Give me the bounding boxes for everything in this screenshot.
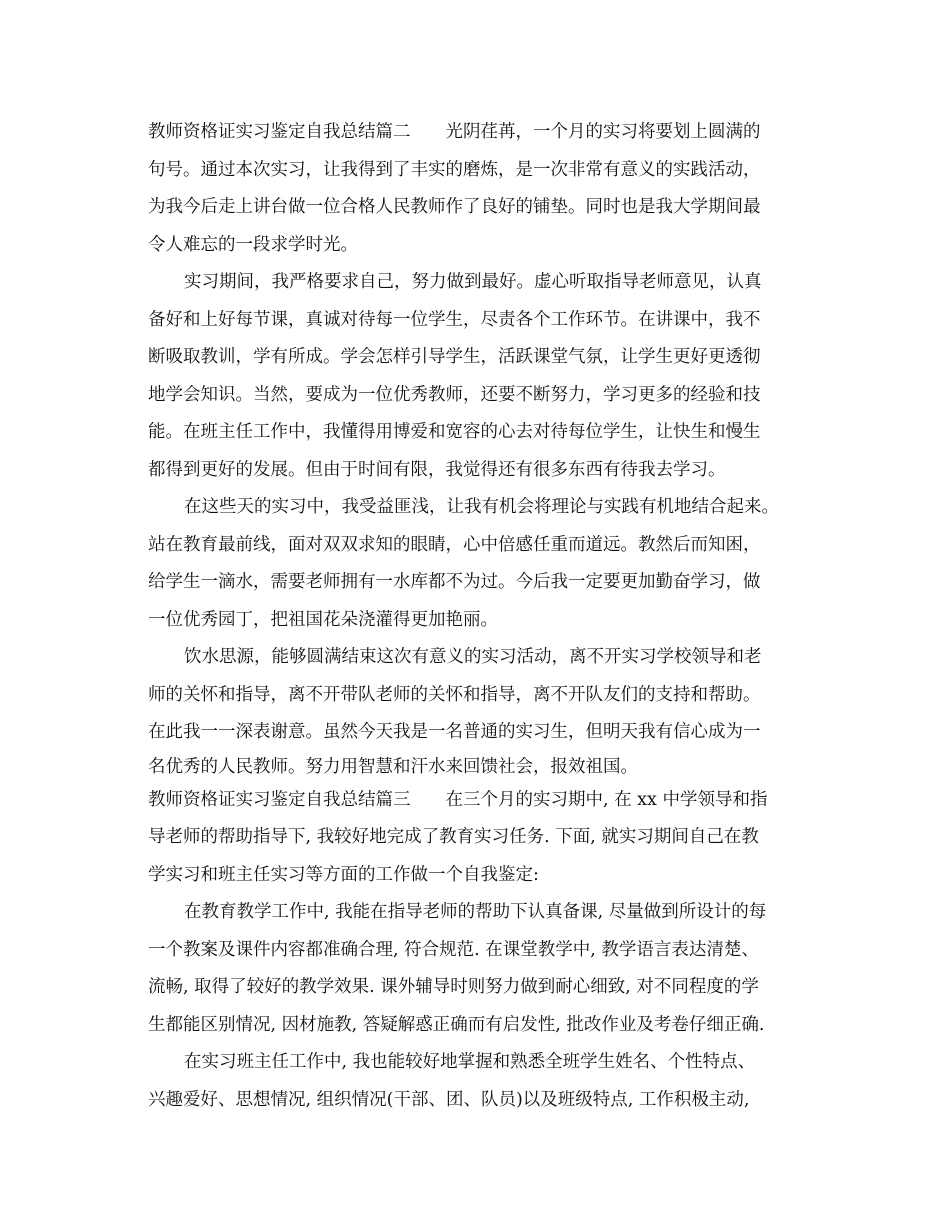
text-line: 为我今后走上讲台做一位合格人民教师作了良好的铺垫。同时也是我大学期间最	[148, 197, 761, 217]
text-line: 教师资格证实习鉴定自我总结篇二 光阴荏苒，一个月的实习将要划上圆满的	[148, 122, 761, 142]
document-body	[148, 114, 808, 1119]
text-line: 学实习和班主任实习等方面的工作做一个自我鉴定:	[148, 864, 539, 885]
text-line: 给学生一滴水，需要老师拥有一水库都不为过。今后我一定要更加勤奋学习，做	[148, 572, 761, 592]
text-line: 令人难忘的一段求学时光。	[148, 234, 358, 255]
text-line: 在实习班主任工作中, 我也能较好地掌握和熟悉全班学生姓名、个性特点、	[184, 1052, 756, 1072]
text-line: 在此我一一深表谢意。虽然今天我是一名普通的实习生，但明天我有信心成为一	[148, 722, 761, 742]
text-line: 导老师的帮助指导下, 我较好地完成了教育实习任务. 下面, 就实习期间自己在教	[148, 827, 759, 847]
text-line: 都得到更好的发展。但由于时间有限，我觉得还有很多东西有待我去学习。	[148, 459, 726, 480]
text-line: 在教育教学工作中, 我能在指导老师的帮助下认真备课, 尽量做到所设计的每	[184, 902, 767, 922]
text-line: 兴趣爱好、思想情况, 组织情况(干部、团、队员)以及班级特点, 工作积极主动,	[148, 1089, 750, 1110]
text-line: 断吸取教训，学有所成。学会怎样引导学生，活跃课堂气氛，让学生更好更透彻	[148, 347, 761, 367]
text-line: 一个教案及课件内容都准确合理, 符合规范. 在课堂教学中, 教学语言表达清楚、	[148, 939, 759, 960]
text-line: 地学会知识。当然，要成为一位优秀教师，还要不断努力，学习更多的经验和技	[148, 384, 761, 405]
text-line: 教师资格证实习鉴定自我总结篇三 在三个月的实习期中, 在 xx 中学领导和指	[148, 789, 768, 810]
text-line: 句号。通过本次实习，让我得到了丰实的磨炼，是一次非常有意义的实践活动，	[148, 159, 761, 180]
text-line: 在这些天的实习中，我受益匪浅，让我有机会将理论与实践有机地结合起来。	[184, 497, 779, 517]
text-line: 生都能区别情况, 因材施教, 答疑解惑正确而有启发性, 批改作业及考卷仔细正确.	[148, 1014, 765, 1035]
text-line: 实习期间，我严格要求自己，努力做到最好。虚心听取指导老师意见，认真	[184, 272, 762, 292]
text-line: 流畅, 取得了较好的教学效果. 课外辅导时则努力做到耐心细致, 对不同程度的学	[148, 977, 759, 997]
text-line: 站在教育最前线，面对双双求知的眼睛，心中倍感任重而道远。教然后而知困，	[148, 534, 761, 555]
text-line: 一位优秀园丁，把祖国花朵浇灌得更加艳丽。	[148, 609, 498, 630]
text-line: 师的关怀和指导，离不开带队老师的关怀和指导，离不开队友们的支持和帮助。	[148, 684, 761, 705]
text-line: 饮水思源，能够圆满结束这次有意义的实习活动，离不开实习学校领导和老	[184, 647, 762, 667]
text-line: 备好和上好每节课，真诚对待每一位学生，尽责各个工作环节。在讲课中，我不	[148, 309, 761, 330]
text-line: 名优秀的人民教师。努力用智慧和汗水来回馈社会，报效祖国。	[148, 756, 638, 777]
text-line: 能。在班主任工作中，我懂得用博爱和宽容的心去对待每位学生，让快生和慢生	[148, 422, 761, 442]
